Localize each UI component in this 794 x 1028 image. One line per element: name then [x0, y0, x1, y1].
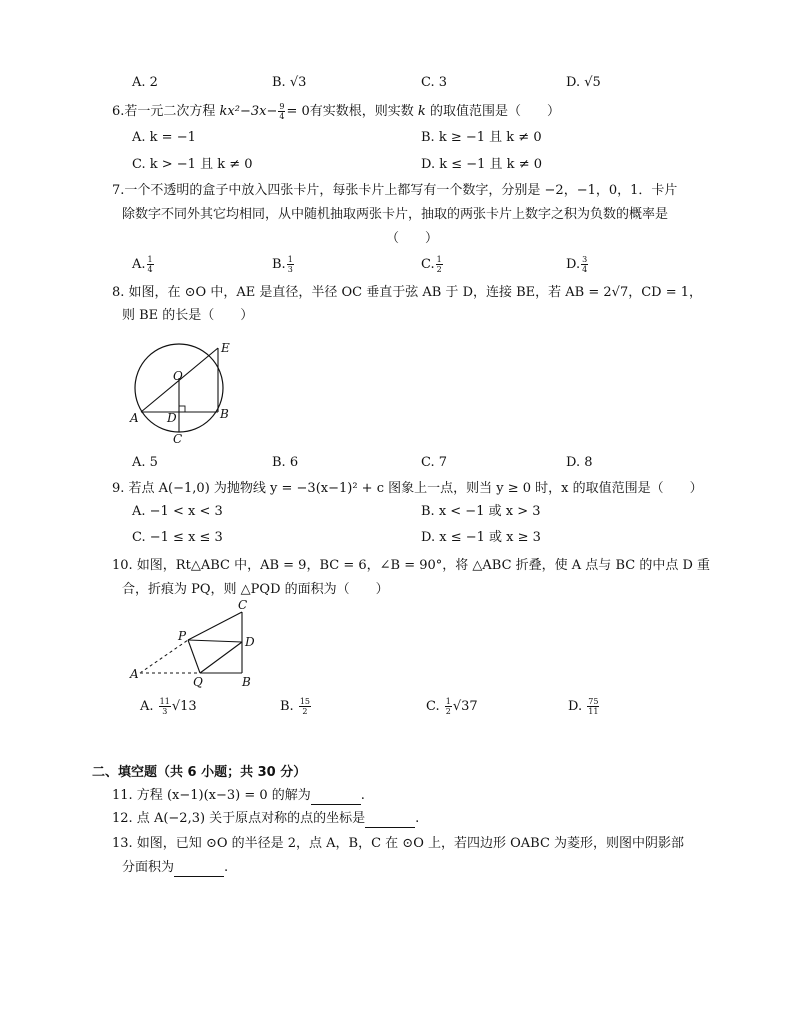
q11: 11. 方程 (x−1)(x−3) = 0 的解为 .: [112, 788, 365, 803]
q10-label-d: D: [245, 635, 255, 649]
q8-option-d: D. 8: [566, 455, 593, 470]
q10-option-a: A. $\frac{11}{3}$ √13: [140, 697, 197, 716]
q5-option-c: C. 3: [421, 75, 448, 90]
q10-dashed-ap: [140, 640, 188, 673]
q8-option-c: C. 7: [421, 455, 448, 470]
q10-segment-qd: [200, 642, 242, 673]
q7-option-a: A. $\frac{1}{4}$: [132, 255, 153, 274]
q7-line1: 7.一个不透明的盒子中放入四张卡片，每张卡片上都写有一个数字，分别是 −2，−1，0，1．卡片: [112, 183, 678, 198]
q8-line2: 则 BE 的长是（ ）: [122, 308, 254, 323]
q10-option-c: C. $\frac{1}{2}$ √37: [426, 697, 478, 716]
q10-triangle-figure: [128, 598, 268, 688]
q13-line2: 分面积为 .: [122, 860, 229, 875]
q10-label-q: Q: [193, 675, 203, 688]
q9-option-c: C. −1 ≤ x ≤ 3: [132, 530, 223, 545]
q7-line2: 除数字不同外其它均相同，从中随机抽取两张卡片，抽取的两张卡片上数字之积为负数的概率是: [122, 207, 669, 222]
q8-right-angle-mark: [179, 406, 185, 412]
q10-option-b: B. $\frac{15}{2}$: [280, 697, 311, 716]
q7-option-c: C. $\frac{1}{2}$: [421, 255, 442, 274]
q8-label-o: O: [173, 369, 183, 383]
q6-option-a: A. k = −1: [132, 130, 196, 145]
q13-line1: 13. 如图，已知 ⊙O 的半径是 2，点 A，B，C 在 ⊙O 上，若四边形 OABC 为菱形，则图中阴影部: [112, 836, 685, 851]
q9-option-b: B. x < −1 或 x > 3: [421, 504, 541, 519]
q10-line2: 合，折痕为 PQ，则 △PQD 的面积为（ ）: [122, 582, 389, 597]
q12-answer-blank[interactable]: [365, 814, 415, 828]
q8-label-d: D: [167, 411, 177, 425]
q13-answer-blank[interactable]: [174, 863, 224, 877]
q11-answer-blank[interactable]: [311, 791, 361, 805]
q10-option-d: D. $\frac{75}{11}$: [568, 697, 599, 716]
q6-option-c: C. k > −1 且 k ≠ 0: [132, 157, 253, 172]
q10-label-a: A: [130, 667, 139, 681]
q10-segment-pd: [188, 640, 242, 642]
section-fill-in-title: 二、填空题（共 6 小题；共 30 分）: [92, 765, 307, 780]
q8-option-b: B. 6: [272, 455, 299, 470]
q8-label-b: B: [220, 407, 229, 421]
q8-option-a: A. 5: [132, 455, 158, 470]
q10-segment-pc: [188, 612, 242, 640]
q8-label-c: C: [173, 432, 183, 446]
q10-line1: 10. 如图，Rt△ABC 中，AB = 9，BC = 6，∠B = 90°，将 △ABC 折叠，使 A 点与 BC 的中点 D 重: [112, 558, 711, 573]
q7-line3: （ ）: [386, 231, 439, 246]
q6-option-d: D. k ≤ −1 且 k ≠ 0: [421, 157, 542, 172]
q7-option-b: B. $\frac{1}{3}$: [272, 255, 293, 274]
q6-option-b: B. k ≥ −1 且 k ≠ 0: [421, 130, 542, 145]
q8-circle-figure: [124, 336, 244, 448]
q9-line1: 9. 若点 A(−1,0) 为抛物线 y = −3(x−1)² + c 图象上一点，则当 y ≥ 0 时，x 的取值范围是（ ）: [112, 481, 703, 496]
q10-label-p: P: [178, 629, 187, 643]
q9-option-d: D. x ≤ −1 或 x ≥ 3: [421, 530, 541, 545]
q5-option-a: A. 2: [132, 75, 158, 90]
q5-option-b: B. √3: [272, 75, 307, 90]
q10-label-b: B: [242, 675, 251, 688]
q8-line1: 8. 如图，在 ⊙O 中，AE 是直径，半径 OC 垂直于弦 AB 于 D，连接 BE，若 AB = 2√7，CD = 1，: [112, 285, 703, 300]
q8-label-e: E: [221, 341, 230, 355]
q9-option-a: A. −1 < x < 3: [132, 504, 223, 519]
q5-option-d: D. √5: [566, 75, 601, 90]
q8-label-a: A: [130, 411, 139, 425]
q10-label-c: C: [238, 598, 248, 612]
q12: 12. 点 A(−2,3) 关于原点对称的点的坐标是 .: [112, 811, 420, 826]
q6-stem: 6.若一元二次方程 kx²−3x− $\frac{9}{4}$ = 0有实数根，则实数 k 的取值范围是（ ）: [112, 102, 560, 121]
q7-option-d: D. $\frac{3}{4}$: [566, 255, 588, 274]
q10-fold-pq: [188, 640, 200, 673]
